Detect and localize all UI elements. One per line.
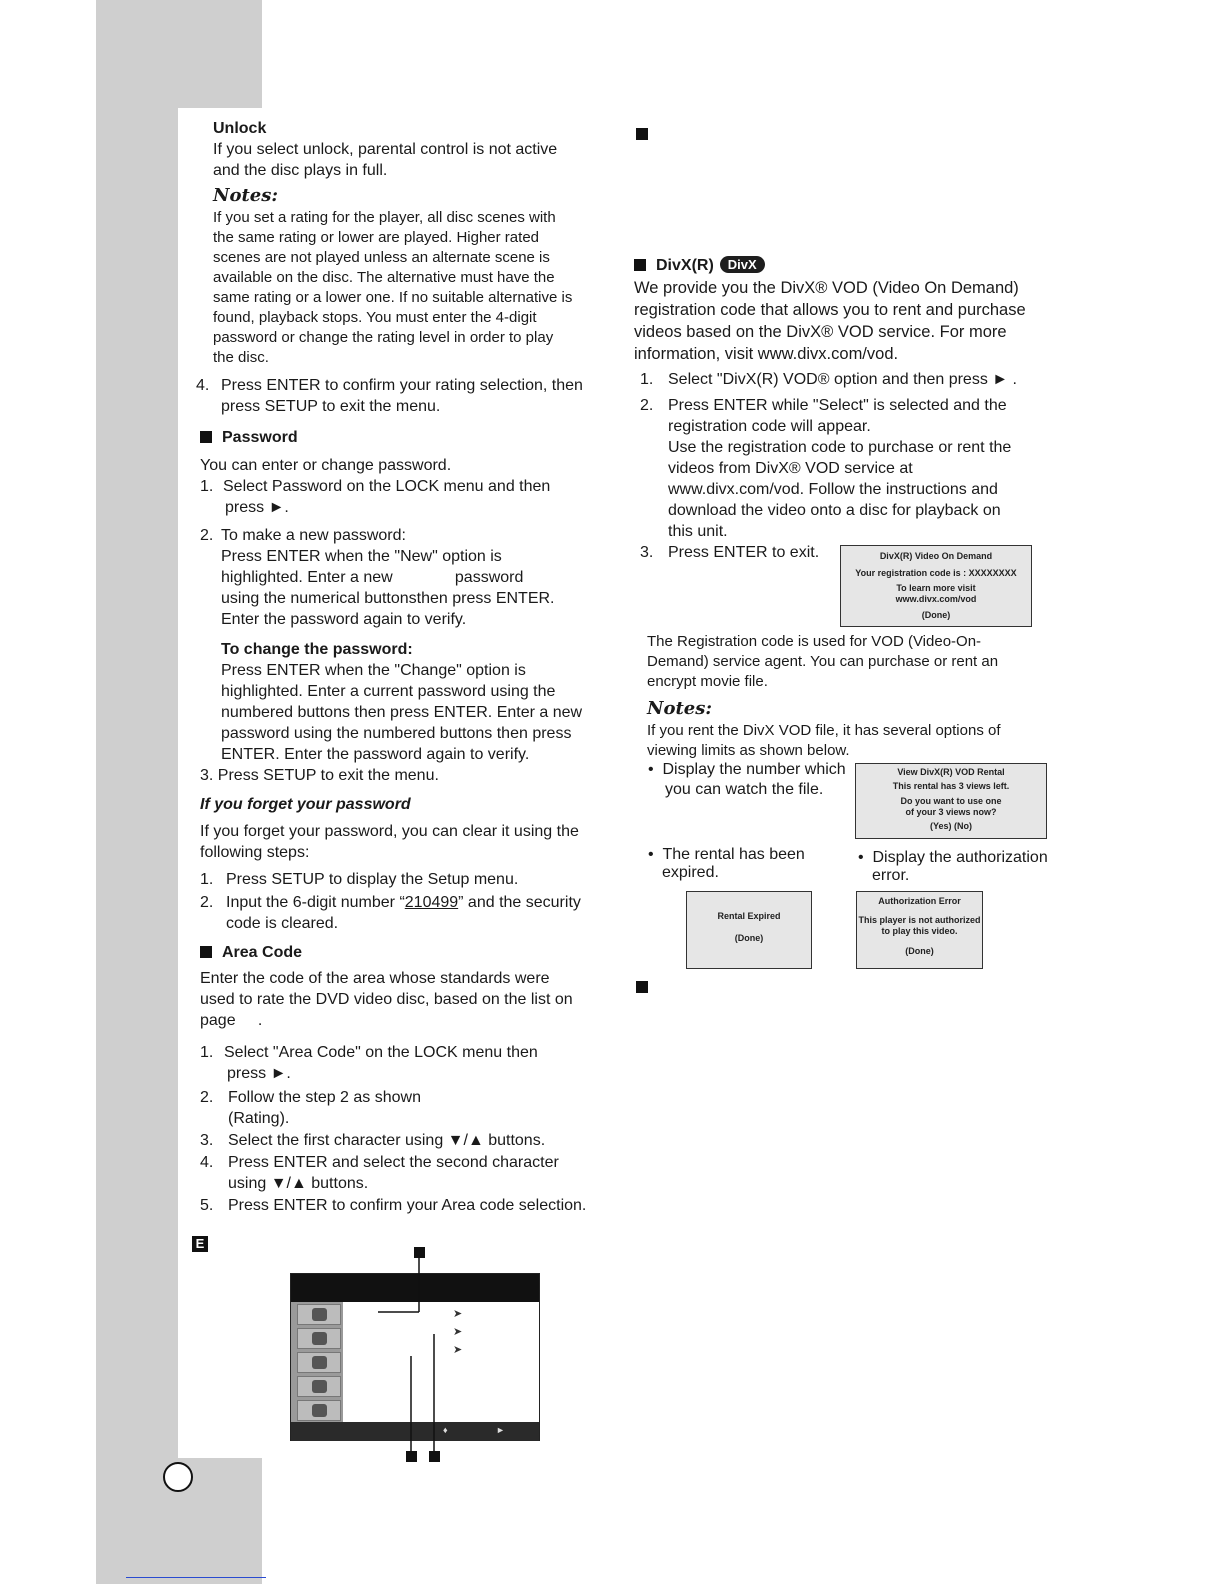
screen-title: DivX(R) Video On Demand xyxy=(879,551,993,561)
text-line: If you rent the DivX VOD file, it has several options of xyxy=(647,722,1001,739)
step-line: (Rating). xyxy=(228,1110,290,1127)
callout-marker-icon xyxy=(406,1451,417,1462)
step-number: 2. xyxy=(200,894,214,911)
text-line: used to rate the DVD video disc, based on the list on xyxy=(200,991,573,1008)
text-line: If you forget your password, you can clear it using the xyxy=(200,823,579,840)
screen-text: to play this video. xyxy=(881,926,958,936)
change-password-title: To change the password: xyxy=(221,641,413,658)
done-button[interactable]: (Done) xyxy=(734,933,764,943)
forget-password-text xyxy=(200,821,616,863)
password-step-1 xyxy=(200,476,616,518)
step-number: 1. xyxy=(200,871,214,888)
step-line: www.divx.com/vod. Follow the instructions and xyxy=(668,481,998,498)
bullet-text: Display the number which xyxy=(662,761,846,778)
new-password-title: To make a new password: xyxy=(221,527,406,544)
area-step-5 xyxy=(200,1195,616,1216)
submenu-arrow-icon: ➤ xyxy=(453,1308,463,1320)
step-number: 5. xyxy=(200,1197,214,1214)
step-line: registration code will appear. xyxy=(668,418,871,435)
screen-text: To learn more visit xyxy=(896,583,976,593)
area-code-heading xyxy=(200,944,616,962)
bullet-line: • Display the number which xyxy=(648,761,846,778)
step-line: press ►. xyxy=(225,499,289,516)
bullet-authorization-error xyxy=(858,849,1068,885)
side-strip xyxy=(96,108,178,1584)
bullet-square-icon xyxy=(200,946,212,958)
step-line: Press ENTER and select the second character xyxy=(228,1154,559,1171)
step-line: Select Password on the LOCK menu and then xyxy=(223,478,551,495)
screen-title: Authorization Error xyxy=(878,896,961,906)
text-line: registration code that allows you to rent and purchase xyxy=(634,301,1026,319)
text-line: videos based on the DivX® VOD service. For more xyxy=(634,323,1007,341)
forget-step-2 xyxy=(200,892,616,934)
text-line: following steps: xyxy=(200,844,310,861)
step-line: this unit. xyxy=(668,523,728,540)
page-number-circle xyxy=(163,1462,193,1492)
step-line: Press ENTER when the "Change" option is xyxy=(221,662,526,679)
step-line: Select "DivX(R) VOD® option and then press ► . xyxy=(668,371,1017,388)
step-line: Select "Area Code" on the LOCK menu then xyxy=(224,1044,538,1061)
submenu-arrow-icon: ➤ xyxy=(453,1326,463,1338)
registration-notes xyxy=(647,632,1067,761)
bullet-square-icon xyxy=(634,259,646,271)
divx-heading-text: DivX(R) xyxy=(656,257,714,274)
divx-intro xyxy=(634,277,1064,365)
vod-registration-screen xyxy=(840,545,1032,627)
text-line: Enter the code of the area whose standards were xyxy=(200,970,550,987)
step-line: Press SETUP to display the Setup menu. xyxy=(226,871,519,888)
submenu-arrow-icon: ➤ xyxy=(453,1344,463,1356)
step-number: 1. xyxy=(200,478,214,495)
step-line: Enter the password again to verify. xyxy=(221,611,467,628)
screen-text: This rental has 3 views left. xyxy=(892,781,1010,791)
step-line: Press ENTER when the "New" option is xyxy=(221,548,502,565)
authorization-error-screen xyxy=(856,891,983,969)
step-number: 2. xyxy=(200,527,214,544)
bullet-text: expired. xyxy=(662,864,719,881)
step-line: highlighted. Enter a new password xyxy=(221,569,524,586)
yes-no-buttons[interactable]: (Yes) (No) xyxy=(929,821,972,831)
bullet-square-icon xyxy=(636,128,648,140)
screen-title: Rental Expired xyxy=(717,911,781,921)
bullet-line: • Display the authorization xyxy=(858,849,1048,866)
notes-title: Notes: xyxy=(213,185,279,206)
step-line: password using the numbered buttons then press xyxy=(221,725,572,742)
divx-heading xyxy=(634,256,1064,275)
text-line: viewing limits as shown below. xyxy=(647,742,850,759)
done-button[interactable]: (Done) xyxy=(921,610,951,620)
rental-expired-screen xyxy=(686,891,812,969)
bullet-square-icon xyxy=(200,431,212,443)
step-line xyxy=(226,892,616,913)
callout-lines xyxy=(290,1252,550,1467)
password-step-2 xyxy=(200,525,616,765)
password-intro: You can enter or change password. xyxy=(200,457,452,474)
bullet-views-left xyxy=(648,760,858,800)
screen-title: View DivX(R) VOD Rental xyxy=(897,767,1005,777)
step-line: ENTER. Enter the password again to verify. xyxy=(221,746,530,763)
notes-line: the same rating or lower are played. Higher rated xyxy=(213,229,540,246)
bullet-text: you can watch the file. xyxy=(665,781,824,798)
done-button[interactable]: (Done) xyxy=(905,946,934,956)
rating-step-4 xyxy=(196,375,616,417)
text-segment: ” and the security xyxy=(458,894,581,911)
right-arrow-icon: ► xyxy=(496,1425,505,1435)
password-heading-text: Password xyxy=(222,429,298,446)
bullet-square-icon xyxy=(636,981,648,993)
step-number: 2. xyxy=(200,1089,214,1106)
area-step-1 xyxy=(200,1042,616,1084)
step-number: 4. xyxy=(200,1154,214,1171)
step-number: 1. xyxy=(640,371,654,388)
area-step-3 xyxy=(200,1130,616,1151)
unlock-text-2: and the disc plays in full. xyxy=(213,162,388,179)
language-badge: E xyxy=(192,1236,208,1252)
step-line: using the numerical buttonsthen press ENTER. xyxy=(221,590,555,607)
bullet-text: The rental has been xyxy=(662,846,805,863)
vod-rental-screen xyxy=(855,763,1047,839)
screen-text: of your 3 views now? xyxy=(905,807,997,817)
step-line: Use the registration code to purchase or rent the xyxy=(668,439,1012,456)
screen-text: This player is not authorized xyxy=(858,915,981,925)
area-code-steps xyxy=(200,1042,616,1216)
divx-step-1 xyxy=(640,369,1064,390)
step-line: numbered buttons then press ENTER. Enter a new xyxy=(221,704,583,721)
bullet-text: Display the authorization xyxy=(872,849,1048,866)
notes-line: same rating or a lower one. If no suitable alternative is xyxy=(213,289,573,306)
divx-logo: DivX xyxy=(720,256,765,273)
step-line: Press ENTER while "Select" is selected and the xyxy=(668,397,1007,414)
step-line: Press ENTER to exit. xyxy=(668,544,820,561)
text-line: Demand) service agent. You can purchase or rent an xyxy=(647,653,999,670)
step-line: Press ENTER to confirm your Area code selection. xyxy=(228,1197,587,1214)
step-line: highlighted. Enter a current password using the xyxy=(221,683,556,700)
step-line: code is cleared. xyxy=(226,915,339,932)
text-line: We provide you the DivX® VOD (Video On Demand) xyxy=(634,279,1019,297)
screen-text: Do you want to use one xyxy=(900,796,1002,806)
notes-line: the disc. xyxy=(213,349,269,366)
text-line: information, visit www.divx.com/vod. xyxy=(634,345,899,363)
screen-text: www.divx.com/vod xyxy=(895,594,977,604)
step-line: Select the first character using ▼/▲ buttons. xyxy=(228,1132,546,1149)
side-tab-top xyxy=(96,0,262,108)
forget-password-title: If you forget your password xyxy=(200,796,411,813)
callout-marker-icon xyxy=(429,1451,440,1462)
notes-line: scenes are not played unless an alternate scene is xyxy=(213,249,550,266)
divx-steps xyxy=(640,369,1064,563)
notes-text xyxy=(196,208,616,368)
area-code-heading-text: Area Code xyxy=(222,944,303,961)
text-line: encrypt movie file. xyxy=(647,673,768,690)
step-line: Press ENTER to confirm your rating selection, then xyxy=(221,377,583,394)
notes-title: Notes: xyxy=(647,698,713,719)
area-step-2 xyxy=(200,1087,616,1129)
divx-section xyxy=(634,256,1064,563)
step-line: using ▼/▲ buttons. xyxy=(228,1175,369,1192)
area-code-text xyxy=(200,968,616,1031)
step-line: videos from DivX® VOD service at xyxy=(668,460,913,477)
bullet-text: error. xyxy=(872,867,910,884)
bullet-rental-expired xyxy=(648,846,848,882)
area-step-4 xyxy=(200,1152,616,1194)
left-column xyxy=(196,118,616,1216)
notes-line: found, playback stops. You must enter the 4-digit xyxy=(213,309,537,326)
step-line: press SETUP to exit the menu. xyxy=(221,398,441,415)
updown-arrow-icon: ♦ xyxy=(443,1425,448,1435)
step-line: download the video onto a disc for playback on xyxy=(668,502,1001,519)
step-number: 3. xyxy=(200,1132,214,1149)
text-segment: Input the 6-digit number “ xyxy=(226,894,405,911)
step-line: press ►. xyxy=(227,1065,291,1082)
step-number: 4. xyxy=(196,377,210,394)
bullet-line: • The rental has been xyxy=(648,846,805,863)
step-number: 3. xyxy=(640,544,654,561)
step-line: Follow the step 2 as shown xyxy=(228,1089,421,1106)
password-heading xyxy=(200,429,616,447)
forget-step-1 xyxy=(200,869,616,890)
step-number: 2. xyxy=(640,397,654,414)
reset-code: 210499 xyxy=(404,894,459,911)
notes-line: available on the disc. The alternative must have the xyxy=(213,269,555,286)
notes-line: password or change the rating level in order to play xyxy=(213,329,554,346)
password-step-3: 3. Press SETUP to exit the menu. xyxy=(200,767,439,784)
step-number: 1. xyxy=(200,1044,214,1061)
notes-line: If you set a rating for the player, all disc scenes with xyxy=(213,209,556,226)
footer-link-line[interactable] xyxy=(126,1577,266,1578)
registration-code: Your registration code is : XXXXXXXX xyxy=(855,568,1017,578)
divx-step-2 xyxy=(640,395,1064,542)
text-line: The Registration code is used for VOD (Video-On- xyxy=(647,633,982,650)
unlock-text-1: If you select unlock, parental control is not active xyxy=(213,141,558,158)
unlock-title: Unlock xyxy=(213,120,267,137)
text-line: page . xyxy=(200,1012,263,1029)
